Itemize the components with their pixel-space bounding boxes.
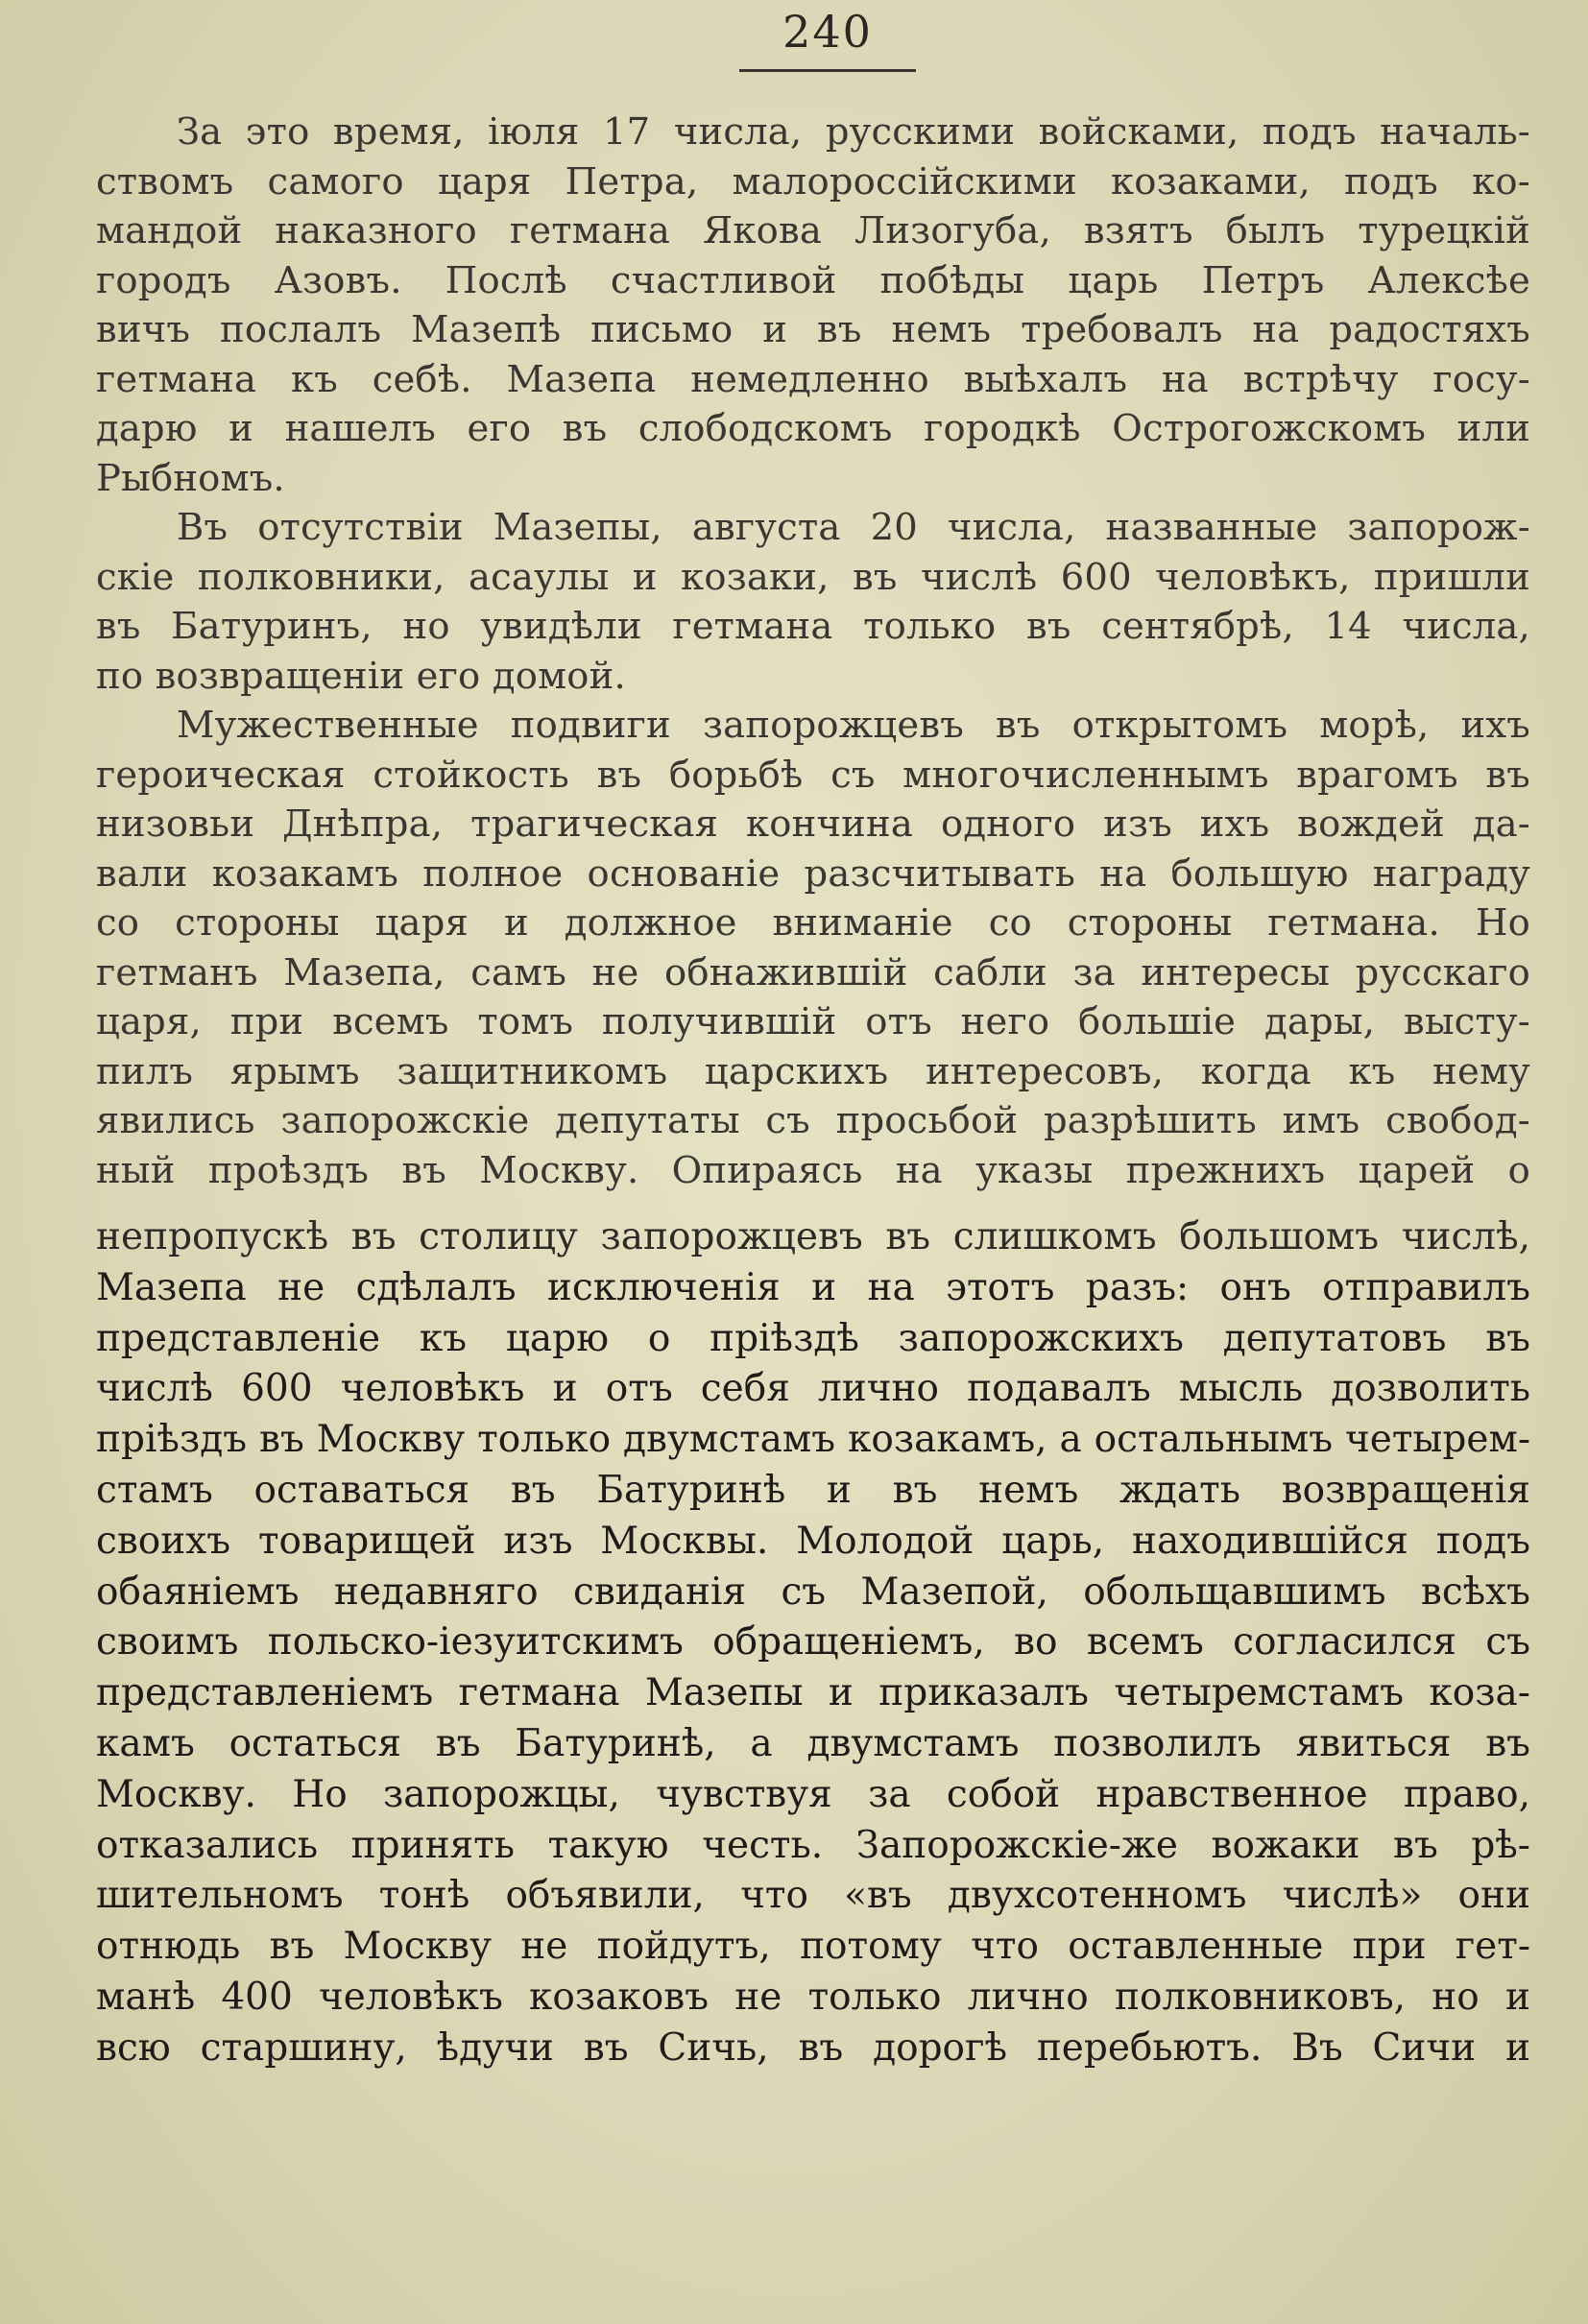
text-line: царя, при всемъ томъ получившій отъ него большіе дары, высту- xyxy=(96,1000,1530,1043)
text-line: ствомъ самого царя Петра, малороссійскими козаками, подъ ко- xyxy=(96,159,1530,204)
text-line: гетмана къ себѣ. Мазепа немедленно выѣхалъ на встрѣчу госу- xyxy=(96,357,1530,401)
text-line: скіе полковники, асаулы и козаки, въ числѣ 600 человѣкъ, пришли xyxy=(96,555,1530,599)
text-line: въ Батуринъ, но увидѣли гетмана только въ сентябрѣ, 14 числа, xyxy=(96,605,1530,648)
text-line: Мужественные подвиги запорожцевъ въ открытомъ морѣ, ихъ xyxy=(177,704,1530,747)
text-line: своихъ товарищей изъ Москвы. Молодой царь, находившійся подъ xyxy=(96,1519,1530,1563)
text-line: камъ остаться въ Батуринѣ, а двумстамъ позволилъ явиться въ xyxy=(96,1721,1530,1765)
section-dark xyxy=(96,1212,1530,2074)
text-line: числѣ 600 человѣкъ и отъ себя лично подавалъ мысль дозволить xyxy=(96,1367,1530,1411)
text-line: со стороны царя и должное вниманіе со стороны гетмана. Но xyxy=(96,901,1530,945)
text-line: манѣ 400 человѣкъ козаковъ не только лично полковниковъ, но и xyxy=(96,1975,1530,2019)
text-line: всю старшину, ѣдучи въ Сичь, въ дорогѣ перебьютъ. Въ Сичи и xyxy=(96,2025,1530,2070)
text-line: отнюдь въ Москву не пойдутъ, потому что оставленные при гет- xyxy=(96,1925,1530,1969)
paragraph-deeds-part1 xyxy=(96,701,1530,1195)
text-line: дарю и нашелъ его въ слободскомъ городкѣ Острогожскомъ или xyxy=(96,407,1530,450)
text-line: гетманъ Мазепа, самъ не обнажившій сабли за интересы русскаго xyxy=(96,950,1530,994)
text-line: непропускѣ въ столицу запорожцевъ въ слишкомъ большомъ числѣ, xyxy=(96,1215,1530,1258)
text-line: явились запорожскіе депутаты съ просьбой разрѣшить имъ свобод- xyxy=(96,1099,1530,1142)
text-line: героическая стойкость въ борьбѣ съ многочисленнымъ врагомъ въ xyxy=(96,753,1530,797)
text-line: За это время, іюля 17 числа, русскими войсками, подъ началь- xyxy=(177,110,1530,154)
paragraph-azov xyxy=(96,108,1530,503)
section-faded xyxy=(96,108,1530,1195)
text-line: Рыбномъ. xyxy=(96,456,285,500)
text-line: стамъ оставаться въ Батуринѣ и въ немъ ждать возвращенія xyxy=(96,1468,1530,1512)
text-line: шительномъ тонѣ объявили, что «въ двухсотенномъ числѣ» они xyxy=(96,1874,1530,1918)
text-line: мандой наказного гетмана Якова Лизогуба, взятъ былъ турецкій xyxy=(96,209,1530,252)
text-line: обаяніемъ недавняго свиданія съ Мазепой, обольщавшимъ всѣхъ xyxy=(96,1569,1530,1614)
text-line: городъ Азовъ. Послѣ счастливой побѣды царь Петръ Алексѣе xyxy=(96,258,1530,302)
paragraph-deeds-part2 xyxy=(96,1212,1530,2074)
page-number: 240 xyxy=(782,6,873,58)
paragraph-baturin xyxy=(96,503,1530,701)
text-line: представленіе къ царю о пріѣздѣ запорожскихъ депутатовъ въ xyxy=(96,1316,1530,1360)
text-line: вали козакамъ полное основаніе разсчитывать на большую награду xyxy=(96,851,1530,896)
text-line: отказались принять такую честь. Запорожскіе-же вожаки въ рѣ- xyxy=(96,1823,1530,1867)
text-line: по возвращеніи его домой. xyxy=(96,654,626,698)
text-line: ный проѣздъ въ Москву. Опираясь на указы прежнихъ царей о xyxy=(96,1148,1530,1192)
page-text xyxy=(96,108,1530,2074)
header-rule xyxy=(739,69,916,72)
text-line: Въ отсутствіи Мазепы, августа 20 числа, названные запорож- xyxy=(177,506,1530,549)
text-line: Москву. Но запорожцы, чувствуя за собой нравственное право, xyxy=(96,1772,1530,1816)
text-line: вичъ послалъ Мазепѣ письмо и въ немъ требовалъ на радостяхъ xyxy=(96,308,1530,351)
text-line: Мазепа не сдѣлалъ исключенія и на этотъ разъ: онъ отправилъ xyxy=(96,1265,1530,1309)
text-line: пилъ ярымъ защитникомъ царскихъ интересовъ, когда къ нему xyxy=(96,1049,1530,1093)
text-line: представленіемъ гетмана Мазепы и приказалъ четыремстамъ коза- xyxy=(96,1671,1530,1715)
text-line: пріѣздъ въ Москву только двумстамъ козакамъ, а остальнымъ четырем- xyxy=(96,1418,1530,1462)
text-line: низовьи Днѣпра, трагическая кончина одного изъ ихъ вождей да- xyxy=(96,803,1530,846)
text-line: своимъ польско-іезуитскимъ обращеніемъ, во всемъ согласился съ xyxy=(96,1620,1530,1665)
